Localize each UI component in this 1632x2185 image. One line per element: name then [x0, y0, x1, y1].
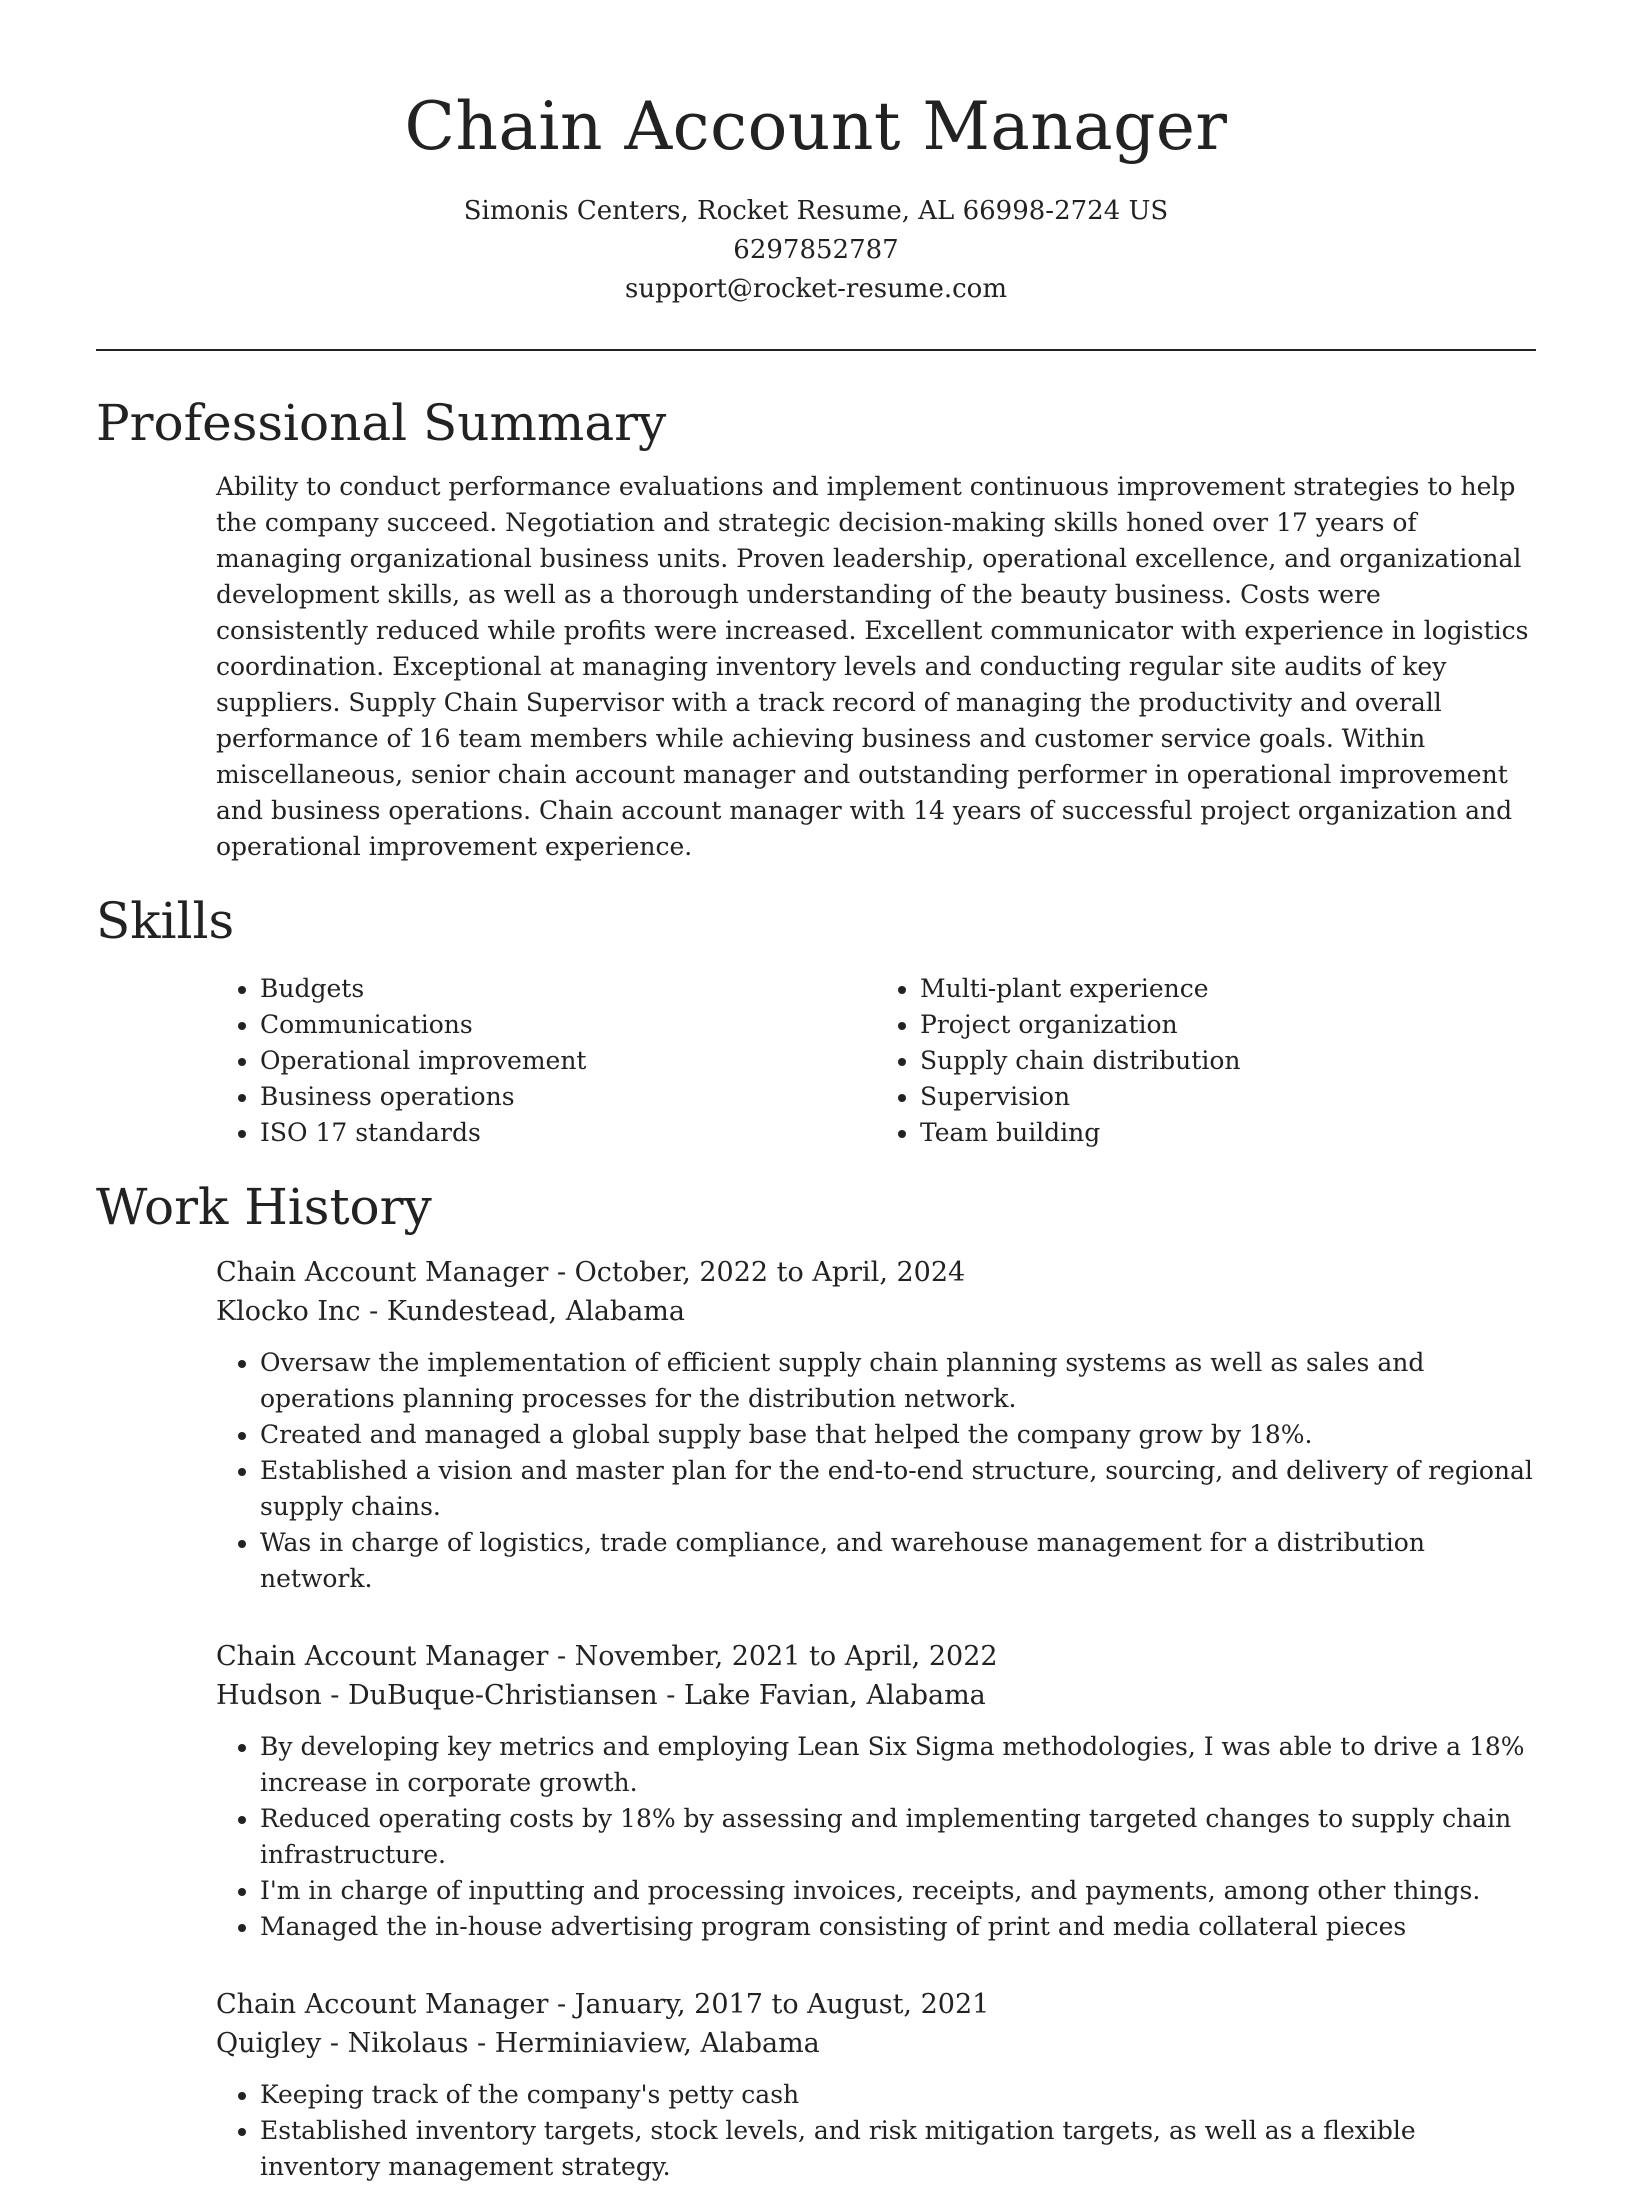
- skill-item: • ISO 17 standards: [260, 1115, 876, 1151]
- skill-item: • Supply chain distribution: [920, 1043, 1536, 1079]
- skill-item: • Operational improvement: [260, 1043, 876, 1079]
- list-item: • I'm in charge of inputting and processing invoices, receipts, and payments, among other things.: [260, 1873, 1536, 1909]
- header-divider: [96, 349, 1536, 351]
- summary-heading: Professional Summary: [96, 394, 667, 452]
- skills-column-left: [216, 971, 876, 1151]
- resume-page: [96, 0, 1536, 2185]
- skill-item: • Budgets: [260, 971, 876, 1007]
- skill-item: • Supervision: [920, 1079, 1536, 1115]
- job-title-dates: Chain Account Manager - October, 2022 to April, 2024: [216, 1257, 966, 1288]
- skills-column-right: [876, 971, 1536, 1151]
- job-entry: [216, 1253, 1536, 1597]
- list-item: • Created and managed a global supply base that helped the company grow by 18%.: [260, 1417, 1536, 1453]
- list-item: • Keeping track of the company's petty cash: [260, 2077, 1536, 2113]
- list-item: • Established a vision and master plan for the end-to-end structure, sourcing, and delivery of regional supply chains.: [260, 1453, 1536, 1525]
- job-title-dates: Chain Account Manager - January, 2017 to August, 2021: [216, 1989, 990, 2020]
- skill-item: • Multi-plant experience: [920, 971, 1536, 1007]
- job-entry: [216, 1985, 1536, 2185]
- contact-info: [96, 192, 1536, 309]
- skill-item: • Business operations: [260, 1079, 876, 1115]
- job-entry: [216, 1637, 1536, 1945]
- contact-phone: 6297852787: [733, 235, 899, 265]
- contact-address: Simonis Centers, Rocket Resume, AL 66998-2724 US: [463, 196, 1169, 226]
- job-responsibilities: [216, 2077, 1536, 2185]
- job-responsibilities: [216, 1345, 1536, 1597]
- summary-paragraph: Ability to conduct performance evaluations and implement continuous improvement strategies to help the company succeed. Negotiation and strategic decision-making skills honed over 17 years of managing organizational business units. Proven leadership, operational excellence, and organizational development skills, as well as a thorough understanding of the beauty business. Costs were consistently reduced while profits were increased. Excellent communicator with experience in logistics coordination. Exceptional at managing inventory levels and conducting regular site audits of key suppliers. Supply Chain Supervisor with a track record of managing the productivity and overall performance of 16 team members while achieving business and customer service goals. Within miscellaneous, senior chain account manager and outstanding performer in operational improvement and business operations. Chain account manager with 14 years of successful project organization and operational improvement experience.: [216, 472, 1529, 861]
- work-history-heading: Work History: [96, 1178, 432, 1236]
- skill-item: • Communications: [260, 1007, 876, 1043]
- list-item: • Reduced operating costs by 18% by assessing and implementing targeted changes to supply chain infrastructure.: [260, 1801, 1536, 1873]
- page-title: Chain Account Manager: [404, 88, 1228, 165]
- skill-item: • Project organization: [920, 1007, 1536, 1043]
- skills-list: [216, 971, 1536, 1151]
- list-item: • Oversaw the implementation of efficient supply chain planning systems as well as sales and operations planning processes for the distribution network.: [260, 1345, 1536, 1417]
- list-item: • Managed the in-house advertising program consisting of print and media collateral pieces: [260, 1909, 1536, 1945]
- job-title-dates: Chain Account Manager - November, 2021 to April, 2022: [216, 1641, 998, 1672]
- skill-item: • Team building: [920, 1115, 1536, 1151]
- job-company-location: Hudson - DuBuque-Christiansen - Lake Favian, Alabama: [216, 1680, 986, 1711]
- list-item: • By developing key metrics and employing Lean Six Sigma methodologies, I was able to drive a 18% increase in corporate growth.: [260, 1729, 1536, 1801]
- contact-email: support@rocket-resume.com: [624, 274, 1007, 304]
- job-responsibilities: [216, 1729, 1536, 1945]
- resume-header: [96, 0, 1536, 309]
- job-company-location: Klocko Inc - Kundestead, Alabama: [216, 1296, 686, 1327]
- list-item: • Established inventory targets, stock levels, and risk mitigation targets, as well as a flexible inventory management strategy.: [260, 2113, 1536, 2185]
- skills-heading: Skills: [96, 892, 235, 950]
- list-item: • Was in charge of logistics, trade compliance, and warehouse management for a distribution network.: [260, 1525, 1536, 1597]
- job-company-location: Quigley - Nikolaus - Herminiaview, Alabama: [216, 2028, 820, 2059]
